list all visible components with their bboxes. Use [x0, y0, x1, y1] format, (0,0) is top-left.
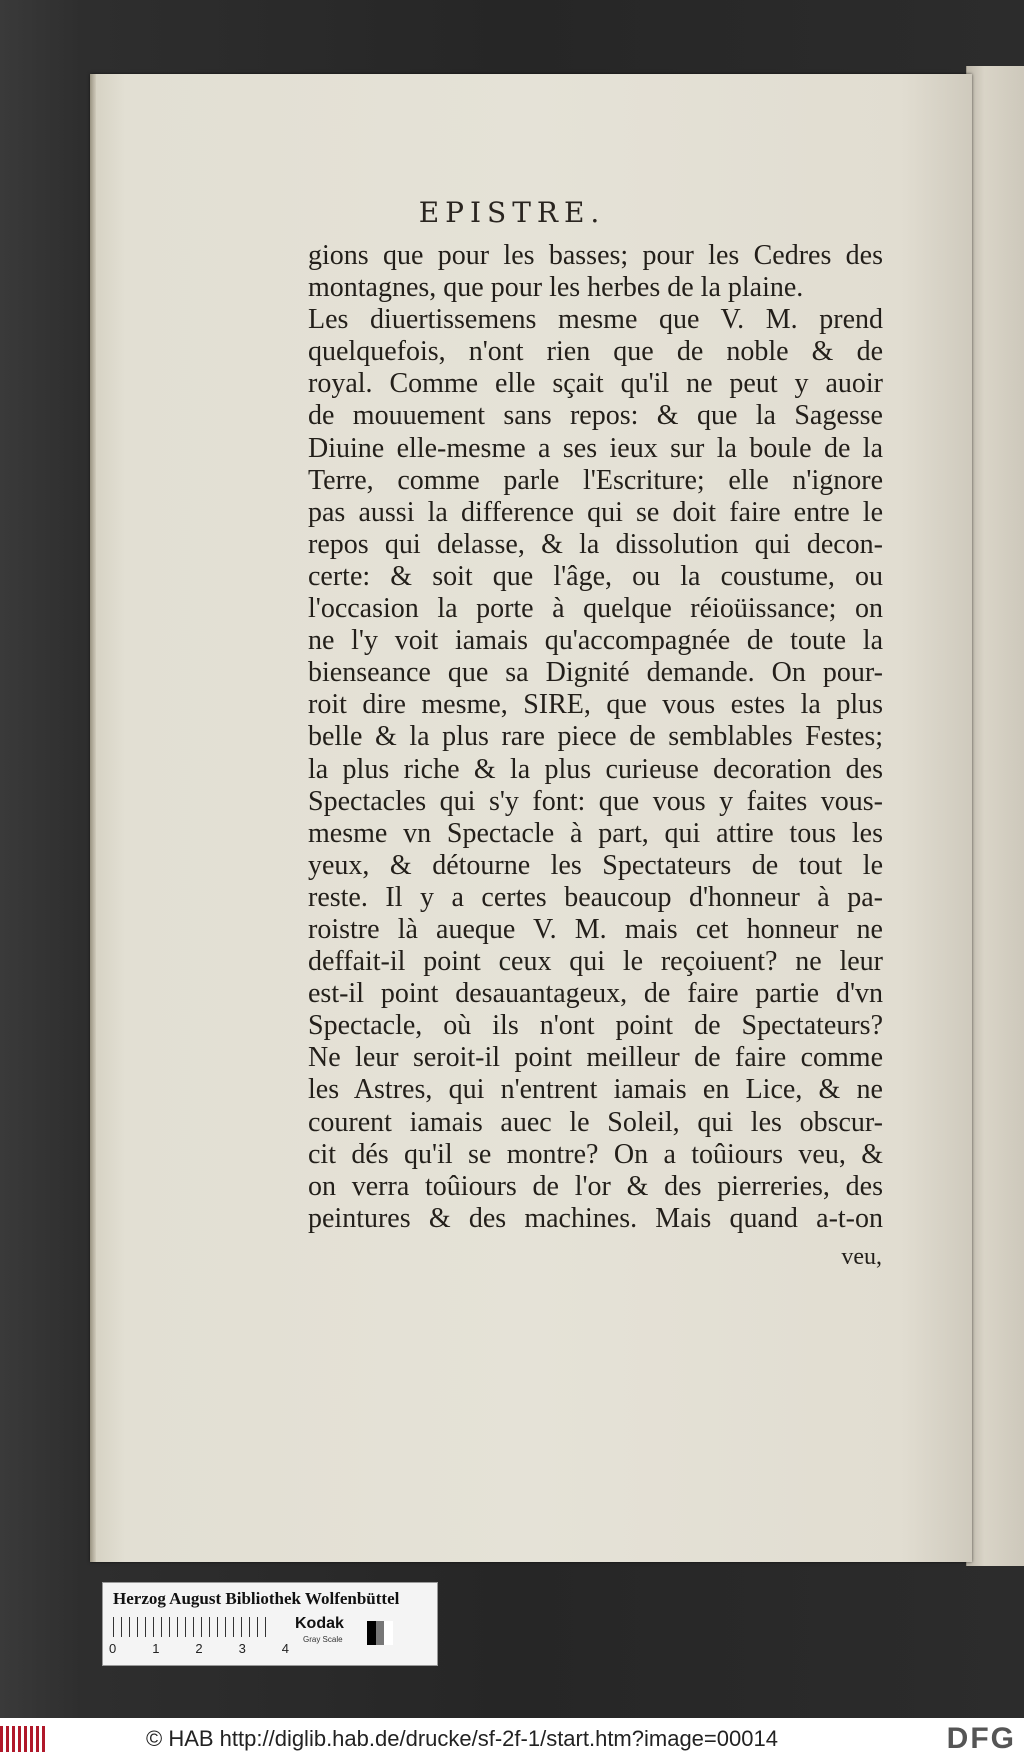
credit-link[interactable]: © HAB http://diglib.hab.de/drucke/sf-2f-1/start.htm?image=00014	[146, 1726, 778, 1751]
running-header: EPISTRE.	[418, 196, 606, 229]
barcode-icon	[0, 1726, 48, 1752]
text-line: mesme vn Spectacle à part, qui attire tous les	[308, 817, 883, 849]
text-line: deffait-il point ceux qui le reçoiuent? ne leur	[308, 946, 883, 978]
text-line: l'occasion la porte à quelque réioüissance; on	[308, 593, 883, 625]
ruler	[113, 1617, 273, 1637]
text-line: Ne leur seroit-il point meilleur de faire comme	[308, 1042, 883, 1074]
footer-bar	[0, 1718, 1024, 1759]
ruler-number: 2	[195, 1641, 203, 1656]
text-line: les Astres, qui n'entrent iamais en Lice, & ne	[308, 1074, 883, 1106]
text-line: certe: & soit que l'âge, ou la coustume, ou	[308, 560, 883, 592]
text-line: yeux, & détourne les Spectateurs de tout le	[308, 849, 883, 881]
text-line: courent iamais auec le Soleil, qui les obscur-	[308, 1106, 883, 1138]
text-line: de mouuement sans repos: & que la Sagesse	[308, 400, 883, 432]
ruler-number: 4	[281, 1641, 289, 1656]
page-gutter	[90, 74, 96, 1562]
text-line: cit dés qu'il se montre? On a toûiours veu, &	[308, 1138, 883, 1170]
text-line: gions que pour les basses; pour les Cedres des	[308, 240, 883, 271]
text-line: quelquefois, n'ont rien que de noble & de	[308, 336, 883, 368]
text-line: peintures & des machines. Mais quand a-t-on	[308, 1202, 883, 1234]
text-line: ne l'y voit iamais qu'accompagnée de toute la	[308, 625, 883, 657]
ruler-numbers	[109, 1641, 289, 1656]
text-line: repos qui delasse, & la dissolution qui decon-	[308, 528, 883, 560]
text-line: pas aussi la difference qui se doit faire entre le	[308, 496, 883, 528]
text-line: est-il point desauantageux, de faire partie d'vn	[308, 978, 883, 1010]
text-line: Spectacle, où ils n'ont point de Spectateurs?	[308, 1010, 883, 1042]
ruler-number: 3	[238, 1641, 246, 1656]
text-line: roistre là aueque V. M. mais cet honneur ne	[308, 913, 883, 945]
library-name: Herzog August Bibliothek Wolfenbüttel	[113, 1589, 400, 1608]
text-line: reste. Il y a certes beaucoup d'honneur à pa-	[308, 881, 883, 913]
page-text	[308, 240, 883, 1235]
text-line: la plus riche & la plus curieuse decoration des	[308, 753, 883, 785]
text-line: Les diuertissemens mesme que V. M. prend	[308, 304, 883, 336]
color-scale-card	[102, 1582, 438, 1666]
ruler-number: 1	[152, 1641, 160, 1656]
text-line: royal. Comme elle sçait qu'il ne peut y auoir	[308, 368, 883, 400]
text-line: belle & la plus rare piece de semblables Festes;	[308, 721, 883, 753]
text-line: Terre, comme parle l'Escriture; elle n'ignore	[308, 464, 883, 496]
text-line: bienseance que sa Dignité demande. On pour-	[308, 657, 883, 689]
dfg-logo: DFG	[946, 1722, 1016, 1755]
adjacent-page-edge	[966, 66, 1024, 1566]
catchword: veu,	[841, 1244, 882, 1270]
text-line: on verra toûiours de l'or & des pierreries, des	[308, 1170, 883, 1202]
gray-scale-swatch	[367, 1621, 393, 1645]
gray-scale-label: Gray Scale	[303, 1635, 343, 1644]
text-line: montagnes, que pour les herbes de la plaine.	[308, 272, 804, 304]
kodak-label: Kodak	[295, 1615, 344, 1632]
text-line: Spectacles qui s'y font: que vous y faites vous-	[308, 785, 883, 817]
ruler-number: 0	[109, 1641, 117, 1656]
text-line: roit dire mesme, SIRE, que vous estes la plus	[308, 689, 883, 721]
text-line: Diuine elle-mesme a ses ieux sur la boule de la	[308, 432, 883, 464]
